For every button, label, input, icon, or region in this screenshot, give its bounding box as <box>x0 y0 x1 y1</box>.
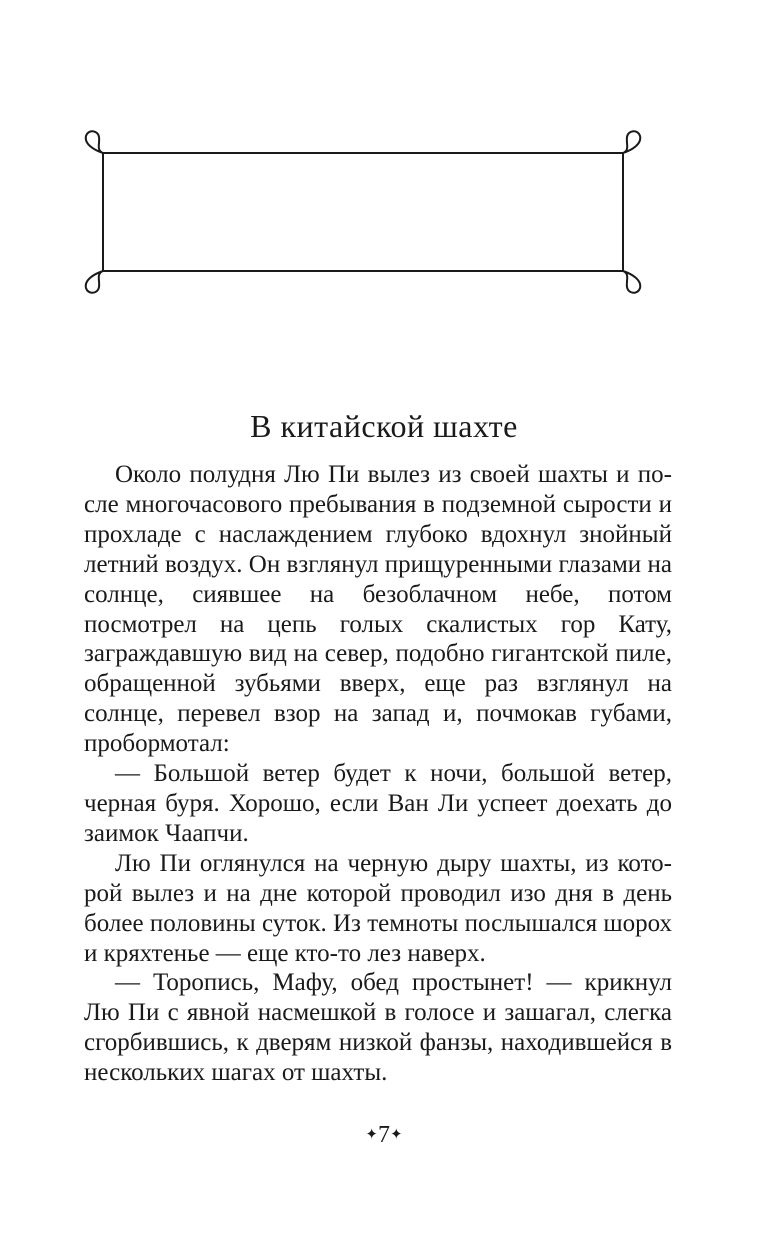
decorative-chapter-frame <box>80 128 646 296</box>
page-footer <box>0 1120 768 1150</box>
paragraph: Около полудня Лю Пи вылез из своей шахты и после многочасового пребывания в подземной сырости и прохладе с наслаждением глубоко вдохнул знойный летний воздух. Он взглянул прищуренными глазами на солнце, сиявшее на безоблачном небе, потом посмотрел на цепь голых скалистых гор Кату, заграждавшую вид на север, подобно гигантской пиле, обращенной зубьями вверх, еще раз взглянул на солнце, перевел взор на запад и, почмокав губами, пробормотал: <box>84 461 672 758</box>
ornament-star-icon: ✦ <box>365 1127 378 1143</box>
chapter-body <box>84 460 672 1088</box>
paragraph: — Большой ветер будет к ночи, большой ветер, черная буря. Хорошо, если Ван Ли успеет доехать до заимок Чаапчи. <box>84 760 672 847</box>
ornament-star-icon: ✦ <box>390 1127 403 1143</box>
paragraph: — Торопись, Мафу, обед простынет! — крикнул Лю Пи с явной насмешкой в голосе и зашагал, слегка сгорбившись, к дверям низкой фанзы, находившейся в нескольких шагах от шахты. <box>84 969 672 1087</box>
chapter-title: В китайской шахте <box>250 408 518 444</box>
page-number: 7 <box>378 1122 390 1148</box>
paragraph: Лю Пи оглянулся на черную дыру шахты, из которой вылез и на дне которой проводил изо дня в день более половины суток. Из темноты послышался шорох и кряхтенье — еще кто-то лез наверх. <box>84 849 672 967</box>
